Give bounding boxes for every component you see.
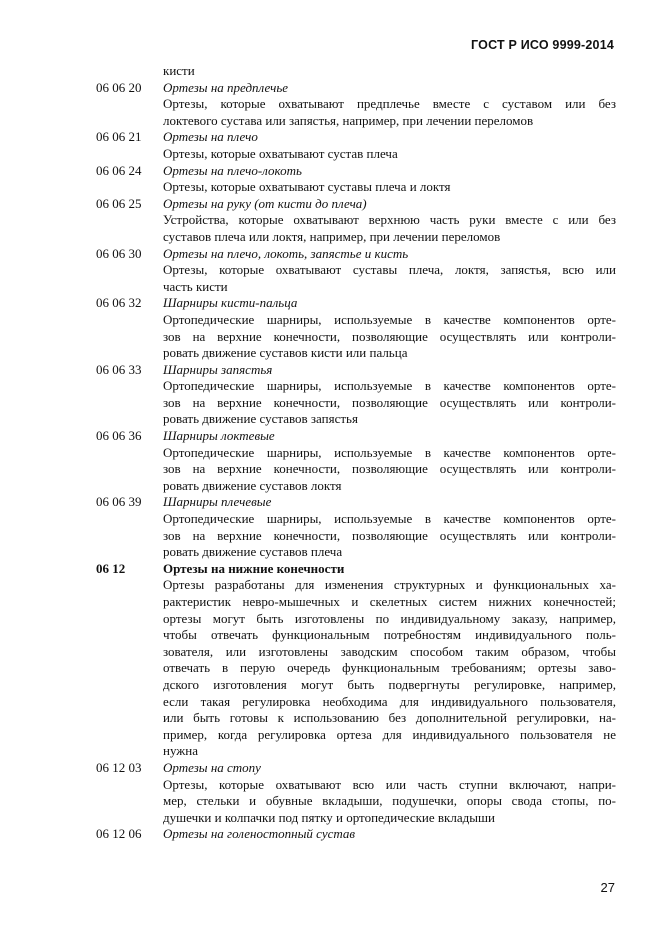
entry-body (163, 246, 616, 296)
entry-body (163, 129, 616, 162)
entry-code (96, 63, 163, 80)
entry-title: Ортезы на голеностопный сустав (163, 826, 356, 842)
entry-description-line: Ортопедические шарниры, используемые в качестве компонентов ортe- (163, 444, 616, 460)
entry-body (163, 561, 616, 760)
entry-description-line: Ортезы, которые охватывают суставы плеча и локтя (163, 179, 451, 195)
entry-description-line: Ортопедические шарниры, используемые в качестве компонентов ортe- (163, 511, 616, 527)
entry-description-line: отвечать в перую очередь функциональным требованиям; ортезы заво- (163, 660, 616, 676)
entry-body (163, 63, 616, 80)
entry-code: 06 06 30 (96, 245, 142, 261)
entry-body (163, 80, 616, 130)
entry-title: Шарниры плечевые (163, 494, 272, 510)
entry-description-line: пример, когда регулировка ортеза для индивидуального пользователя не (163, 726, 616, 742)
entry-description-line: кисти (163, 63, 195, 78)
entry-title: Ортезы на стопу (163, 759, 261, 775)
document-header: ГОСТ Р ИСО 9999-2014 (471, 38, 614, 52)
entry-description-line: рактеристик невро-мышечных и скелетных систем нижних конечностей; (163, 594, 616, 609)
entry-title: Ортезы на плечо (163, 129, 258, 145)
entry-description-line: ровать движение суставов локтя (163, 477, 342, 493)
entry-code: 06 06 33 (96, 361, 142, 377)
entry-code: 06 12 06 (96, 826, 142, 842)
entry-title: Ортезы на предплечье (163, 79, 289, 95)
entry-description-line: ровать движение суставов плеча (163, 544, 343, 560)
classification-entry (96, 196, 616, 246)
entry-description-line: зов на верхние конечности, позволяющие осуществлять или контроли- (163, 527, 616, 543)
entry-title: Шарниры запястья (163, 361, 273, 377)
entry-body (163, 362, 616, 428)
entry-description-line: Устройства, которые охватывают верхнюю часть руки вместе с или без (163, 212, 616, 228)
entry-code: 06 06 20 (96, 79, 142, 95)
entry-description-line: ортезы могут быть изготовлены по индивидуальному заказу, например, (163, 610, 616, 626)
entry-code: 06 06 32 (96, 295, 142, 311)
classification-entry (96, 494, 616, 560)
entry-title: Ортезы на нижние конечности (163, 560, 345, 576)
entry-description-line: ровать движение суставов запястья (163, 411, 358, 427)
entry-description-line: дского изготовления могут быть подвергнуты регулировке, например, (163, 676, 616, 692)
classification-entry (96, 80, 616, 130)
entry-body (163, 295, 616, 361)
entry-description-line: зов на верхние конечности, позволяющие осуществлять или контроли- (163, 328, 616, 344)
entry-description-line: душечки и колпачки под пятку и ортопедические вкладыши (163, 809, 495, 825)
classification-entry (96, 826, 616, 843)
entry-description-line: часть кисти (163, 278, 228, 294)
classification-entry (96, 295, 616, 361)
entry-description-line: Ортопедические шарниры, используемые в качестве компонентов ортe- (163, 378, 616, 394)
entry-description-line: чтобы отвечать функциональным потребностям индивидуального поль- (163, 627, 616, 643)
classification-entry (96, 362, 616, 428)
entry-code: 06 12 (96, 560, 126, 576)
entry-title: Шарниры кисти-пальца (163, 295, 298, 311)
entry-description-line: нужна (163, 743, 198, 759)
entry-body (163, 760, 616, 826)
classification-entry (96, 760, 616, 826)
entry-body (163, 826, 616, 843)
entry-body (163, 163, 616, 196)
entry-code: 06 06 36 (96, 428, 142, 444)
entry-description-line: мер, стельки и обувные вкладыши, подушечки, опоры свода стопы, по- (163, 793, 616, 809)
entry-description-line: Ортезы, которые охватывают всю или часть ступни включают, напри- (163, 776, 616, 792)
classification-entry (96, 428, 616, 494)
entry-description-line: Ортезы, которые охватывают суставы плеча, локтя, запястья, всю или (163, 262, 616, 278)
entry-body (163, 196, 616, 246)
entry-code: 06 06 24 (96, 162, 142, 178)
entry-description-line: ровать движение суставов кисти или пальца (163, 345, 408, 361)
entry-description-line: зов на верхние конечности, позволяющие осуществлять или контроли- (163, 461, 616, 477)
classification-entry (96, 246, 616, 296)
entry-description-line: или быть готовы к использованию без дополнительной регулировки, на- (163, 710, 616, 726)
classification-entry (96, 163, 616, 196)
entry-description-line: зователя, или изготовлены заводским способом таким образом, чтобы (163, 643, 616, 659)
entry-title: Ортезы на плечо-локоть (163, 162, 302, 178)
entry-description-line: если такая регулировка необходима для индивидуального пользователя, (163, 693, 616, 709)
entry-body (163, 428, 616, 494)
entry-title: Шарниры локтевые (163, 428, 275, 444)
entry-code: 06 06 21 (96, 129, 142, 145)
classification-entry (96, 129, 616, 162)
entry-code: 06 06 25 (96, 195, 142, 211)
entry-code: 06 12 03 (96, 759, 142, 775)
entry-description-line: Ортопедические шарниры, используемые в качестве компонентов ортe- (163, 311, 616, 327)
entry-body (163, 494, 616, 560)
entry-code: 06 06 39 (96, 494, 142, 510)
entry-description-line: Ортезы, которые охватывают предплечье вместе с суставом или без (163, 96, 616, 112)
entry-title: Ортезы на плечо, локоть, запястье и кисть (163, 245, 409, 261)
entry-description-line: Ортезы разработаны для изменения структурных и функциональных ха- (163, 577, 616, 593)
page-number: 27 (600, 880, 615, 895)
classification-entry (96, 561, 616, 760)
entry-title: Ортезы на руку (от кисти до плеча) (163, 195, 367, 211)
entry-description-line: Ортезы, которые охватывают сустав плеча (163, 145, 398, 161)
document-body (96, 63, 616, 843)
entry-description-line: суставов плеча или локтя, например, при лечении переломов (163, 228, 501, 244)
entry-description-line: зов на верхние конечности, позволяющие осуществлять или контроли- (163, 394, 616, 410)
entry-description-line: локтевого сустава или запястья, например, при лечении переломов (163, 112, 534, 128)
classification-entry (96, 63, 616, 80)
